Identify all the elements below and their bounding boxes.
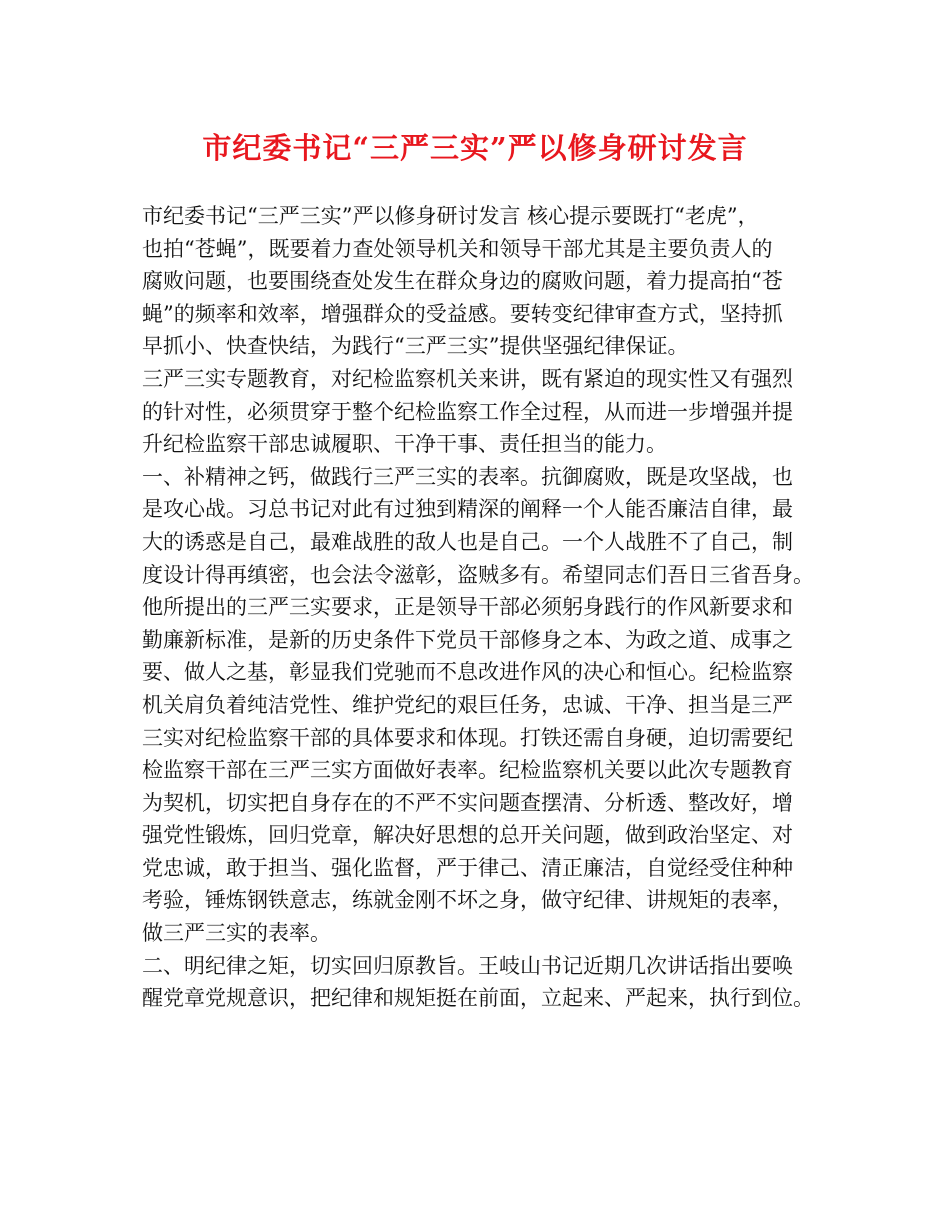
document-title: 市纪委书记“三严三实”严以修身研讨发言 xyxy=(202,131,748,165)
body-line-5: 早抓小、快查快结，为践行“三严三实”提供坚强纪律保证。 xyxy=(142,334,689,359)
body-line-22: 考验，锤炼钢铁意志，练就金刚不坏之身，做守纪律、讲规矩的表率， xyxy=(142,888,793,913)
body-line-19: 为契机，切实把自身存在的不严不实问题查摆清、分析透、整改好，增 xyxy=(142,790,793,815)
body-line-14: 勤廉新标准，是新的历史条件下党员干部修身之本、为政之道、成事之 xyxy=(142,627,793,652)
body-line-11: 大的诱惑是自己，最难战胜的敌人也是自己。一个人战胜不了自己，制 xyxy=(142,529,793,554)
document-body xyxy=(142,200,827,1015)
body-line-3: 腐败问题，也要围绕查处发生在群众身边的腐败问题，着力提高拍“苍 xyxy=(142,269,783,294)
body-line-2: 也拍“苍蝇”，既要着力查处领导机关和领导干部尤其是主要负责人的 xyxy=(142,236,773,261)
body-line-25: 醒党章党规意识，把纪律和规矩挺在前面，立起来、严起来，执行到位。 xyxy=(142,986,814,1011)
body-line-24: 二、明纪律之矩，切实回归原教旨。王岐山书记近期几次讲话指出要唤 xyxy=(142,953,793,978)
body-line-15: 要、做人之基，彰显我们党驰而不息改进作风的决心和恒心。纪检监察 xyxy=(142,660,793,685)
body-line-20: 强党性锻炼，回归党章，解决好思想的总开关问题，做到政治坚定、对 xyxy=(142,823,793,848)
body-line-1: 市纪委书记“三严三实”严以修身研讨发言 核心提示要既打“老虎”， xyxy=(142,204,759,228)
body-line-6: 三严三实专题教育，对纪检监察机关来讲，既有紧迫的现实性又有强烈 xyxy=(142,366,793,391)
body-line-12: 度设计得再缜密，也会法令滋彰，盗贼多有。希望同志们吾日三省吾身。 xyxy=(142,562,814,587)
body-line-10: 是攻心战。习总书记对此有过独到精深的阐释一个人能否廉洁自律，最 xyxy=(142,497,793,522)
body-line-21: 党忠诚，敢于担当、强化监督，严于律己、清正廉洁，自觉经受住种种 xyxy=(142,855,793,880)
body-line-4: 蝇”的频率和效率，增强群众的受益感。要转变纪律审查方式，坚持抓 xyxy=(142,301,783,326)
body-line-23: 做三严三实的表率。 xyxy=(142,921,331,946)
body-line-8: 升纪检监察干部忠诚履职、干净干事、责任担当的能力。 xyxy=(142,432,667,457)
body-line-17: 三实对纪检监察干部的具体要求和体现。打铁还需自身硬，迫切需要纪 xyxy=(142,725,793,750)
body-line-7: 的针对性，必须贯穿于整个纪检监察工作全过程，从而进一步增强并提 xyxy=(142,399,793,424)
body-line-18: 检监察干部在三严三实方面做好表率。纪检监察机关要以此次专题教育 xyxy=(142,758,793,783)
body-line-13: 他所提出的三严三实要求，正是领导干部必须躬身践行的作风新要求和 xyxy=(142,595,793,620)
body-line-9: 一、补精神之钙，做践行三严三实的表率。抗御腐败，既是攻坚战，也 xyxy=(142,464,793,489)
body-line-16: 机关肩负着纯洁党性、维护党纪的艰巨任务，忠诚、干净、担当是三严 xyxy=(142,692,793,717)
